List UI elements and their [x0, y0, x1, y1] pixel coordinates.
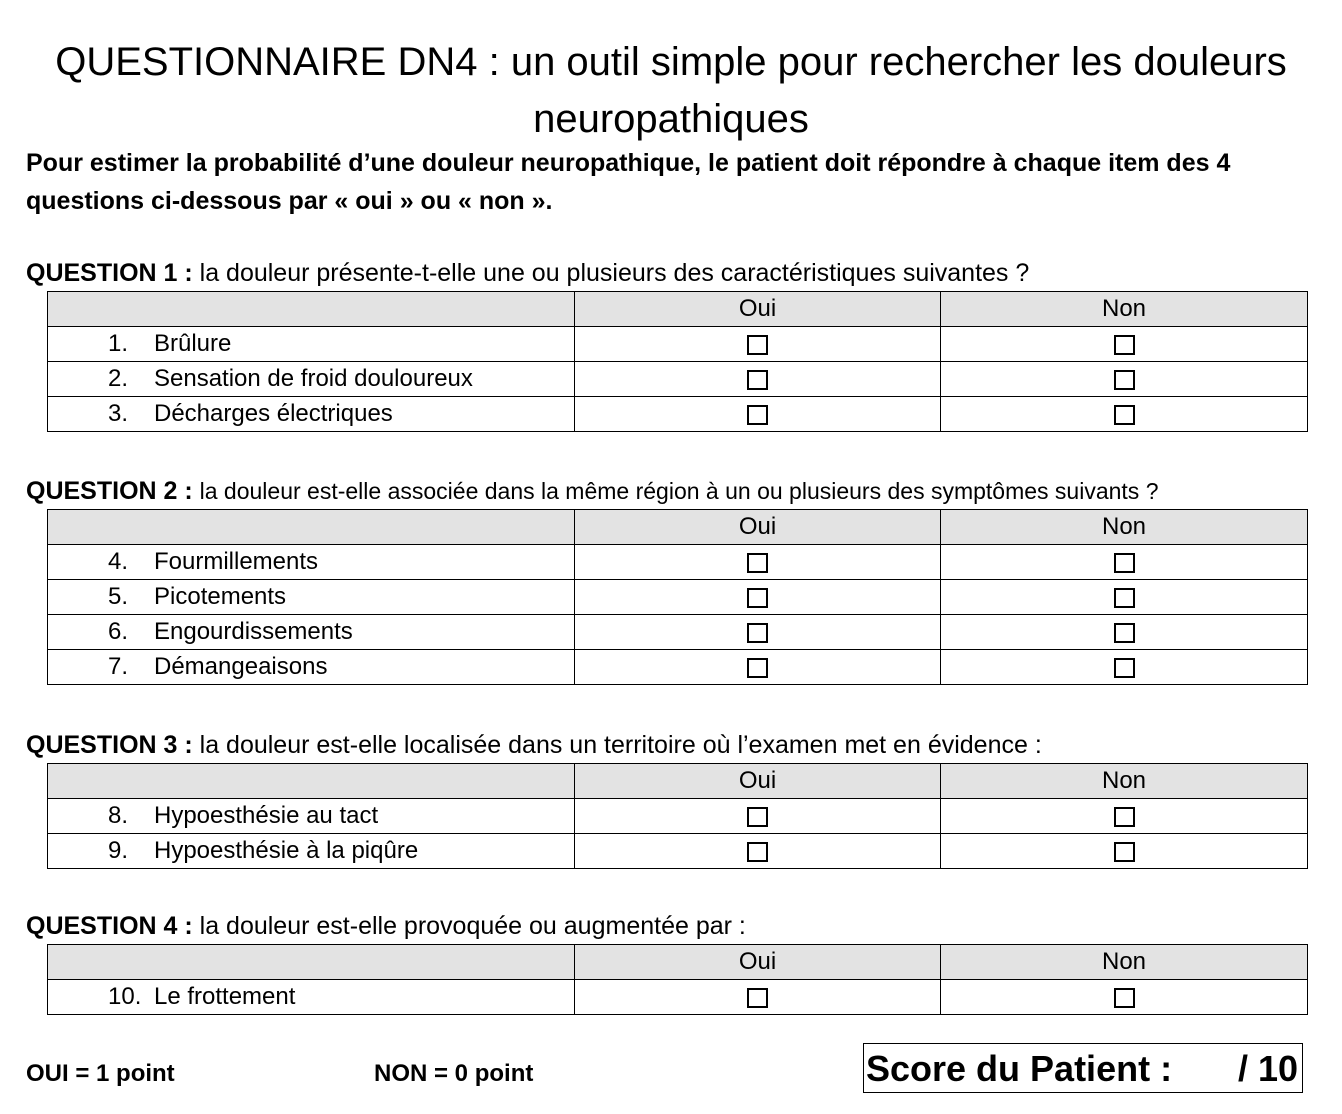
item-cell [48, 397, 575, 432]
item-cell [48, 980, 575, 1015]
instructions: Pour estimer la probabilité d’une douleur neuropathique, le patient doit répondre à chaque item des 4 questions ci-dessous par « oui » ou « non ». [26, 149, 1231, 215]
question-2-label: QUESTION 2 : [26, 477, 193, 505]
score-label: Score du Patient : [866, 1048, 1173, 1089]
table-header-row [48, 945, 1308, 980]
question-4-text: la douleur est-elle provoquée ou augmentée par : [199, 912, 746, 940]
question-1-label: QUESTION 1 : [26, 259, 193, 287]
checkbox-non-7[interactable] [1114, 658, 1135, 678]
checkbox-oui-5[interactable] [747, 588, 768, 608]
table-row [48, 545, 1308, 580]
table-row [48, 834, 1308, 869]
item-cell [48, 362, 575, 397]
item-cell [48, 327, 575, 362]
question-4-heading [26, 911, 746, 941]
item-cell [48, 545, 575, 580]
question-1-text: la douleur présente-t-elle une ou plusieurs des caractéristiques suivantes ? [199, 259, 1030, 287]
table-row [48, 397, 1308, 432]
header-oui: Oui [575, 292, 941, 327]
item-label: Décharges électriques [154, 400, 393, 427]
item-label: Picotements [154, 583, 287, 610]
header-oui: Oui [575, 764, 941, 799]
checkbox-non-6[interactable] [1114, 623, 1135, 643]
checkbox-non-4[interactable] [1114, 553, 1135, 573]
item-cell [48, 650, 575, 685]
question-4-table [47, 944, 1308, 1015]
score-total: / 10 [1237, 1048, 1298, 1089]
header-non: Non [941, 945, 1308, 980]
question-3-heading [26, 730, 1042, 760]
document-title: QUESTIONNAIRE DN4 : un outil simple pour rechercher les douleurs neuropathiques [55, 40, 1287, 141]
question-1-table [47, 291, 1308, 432]
question-3-label: QUESTION 3 : [26, 731, 193, 759]
header-blank-cell [48, 292, 575, 327]
question-2-text: la douleur est-elle associée dans la même région à un ou plusieurs des symptômes suivants ? [199, 478, 1159, 504]
item-number: 9. [108, 837, 129, 864]
item-label: Engourdissements [154, 618, 353, 645]
item-cell [48, 799, 575, 834]
question-3-table [47, 763, 1308, 869]
item-number: 1. [108, 330, 129, 357]
item-label: Fourmillements [154, 548, 319, 575]
header-blank-cell [48, 764, 575, 799]
checkbox-oui-8[interactable] [747, 807, 768, 827]
checkbox-non-1[interactable] [1114, 335, 1135, 355]
item-number: 2. [108, 365, 129, 392]
item-number: 7. [108, 653, 129, 680]
item-number: 6. [108, 618, 129, 645]
item-number: 4. [108, 548, 129, 575]
item-cell [48, 615, 575, 650]
checkbox-oui-4[interactable] [747, 553, 768, 573]
item-cell [48, 834, 575, 869]
checkbox-non-5[interactable] [1114, 588, 1135, 608]
table-row [48, 580, 1308, 615]
table-row [48, 615, 1308, 650]
table-row [48, 362, 1308, 397]
checkbox-oui-6[interactable] [747, 623, 768, 643]
header-oui: Oui [575, 510, 941, 545]
header-non: Non [941, 292, 1308, 327]
item-label: Le frottement [154, 983, 296, 1010]
question-2-heading [26, 476, 1159, 506]
legend-no-points: NON = 0 point [374, 1060, 534, 1087]
legend-yes-points: OUI = 1 point [26, 1060, 175, 1087]
item-cell [48, 580, 575, 615]
question-4-label: QUESTION 4 : [26, 912, 193, 940]
checkbox-oui-1[interactable] [747, 335, 768, 355]
question-2-table [47, 509, 1308, 685]
item-number: 8. [108, 802, 129, 829]
header-blank-cell [48, 945, 575, 980]
header-oui: Oui [575, 945, 941, 980]
checkbox-oui-2[interactable] [747, 370, 768, 390]
item-number: 10. [108, 983, 142, 1010]
table-header-row [48, 764, 1308, 799]
item-label: Hypoesthésie au tact [154, 802, 379, 829]
table-row [48, 799, 1308, 834]
checkbox-oui-9[interactable] [747, 842, 768, 862]
table-row [48, 980, 1308, 1015]
item-number: 5. [108, 583, 129, 610]
table-row [48, 650, 1308, 685]
checkbox-non-8[interactable] [1114, 807, 1135, 827]
checkbox-oui-3[interactable] [747, 405, 768, 425]
item-label: Brûlure [154, 330, 232, 357]
checkbox-non-9[interactable] [1114, 842, 1135, 862]
item-label: Démangeaisons [154, 653, 328, 680]
item-label: Hypoesthésie à la piqûre [154, 837, 419, 864]
checkbox-non-3[interactable] [1114, 405, 1135, 425]
table-header-row [48, 292, 1308, 327]
patient-score-box [863, 1043, 1303, 1093]
header-non: Non [941, 764, 1308, 799]
header-non: Non [941, 510, 1308, 545]
question-1-heading [26, 258, 1029, 288]
checkbox-non-2[interactable] [1114, 370, 1135, 390]
checkbox-oui-7[interactable] [747, 658, 768, 678]
question-3-text: la douleur est-elle localisée dans un territoire où l’examen met en évidence : [199, 731, 1042, 759]
checkbox-oui-10[interactable] [747, 988, 768, 1008]
item-number: 3. [108, 400, 129, 427]
header-blank-cell [48, 510, 575, 545]
checkbox-non-10[interactable] [1114, 988, 1135, 1008]
table-header-row [48, 510, 1308, 545]
item-label: Sensation de froid douloureux [154, 365, 473, 392]
table-row [48, 327, 1308, 362]
